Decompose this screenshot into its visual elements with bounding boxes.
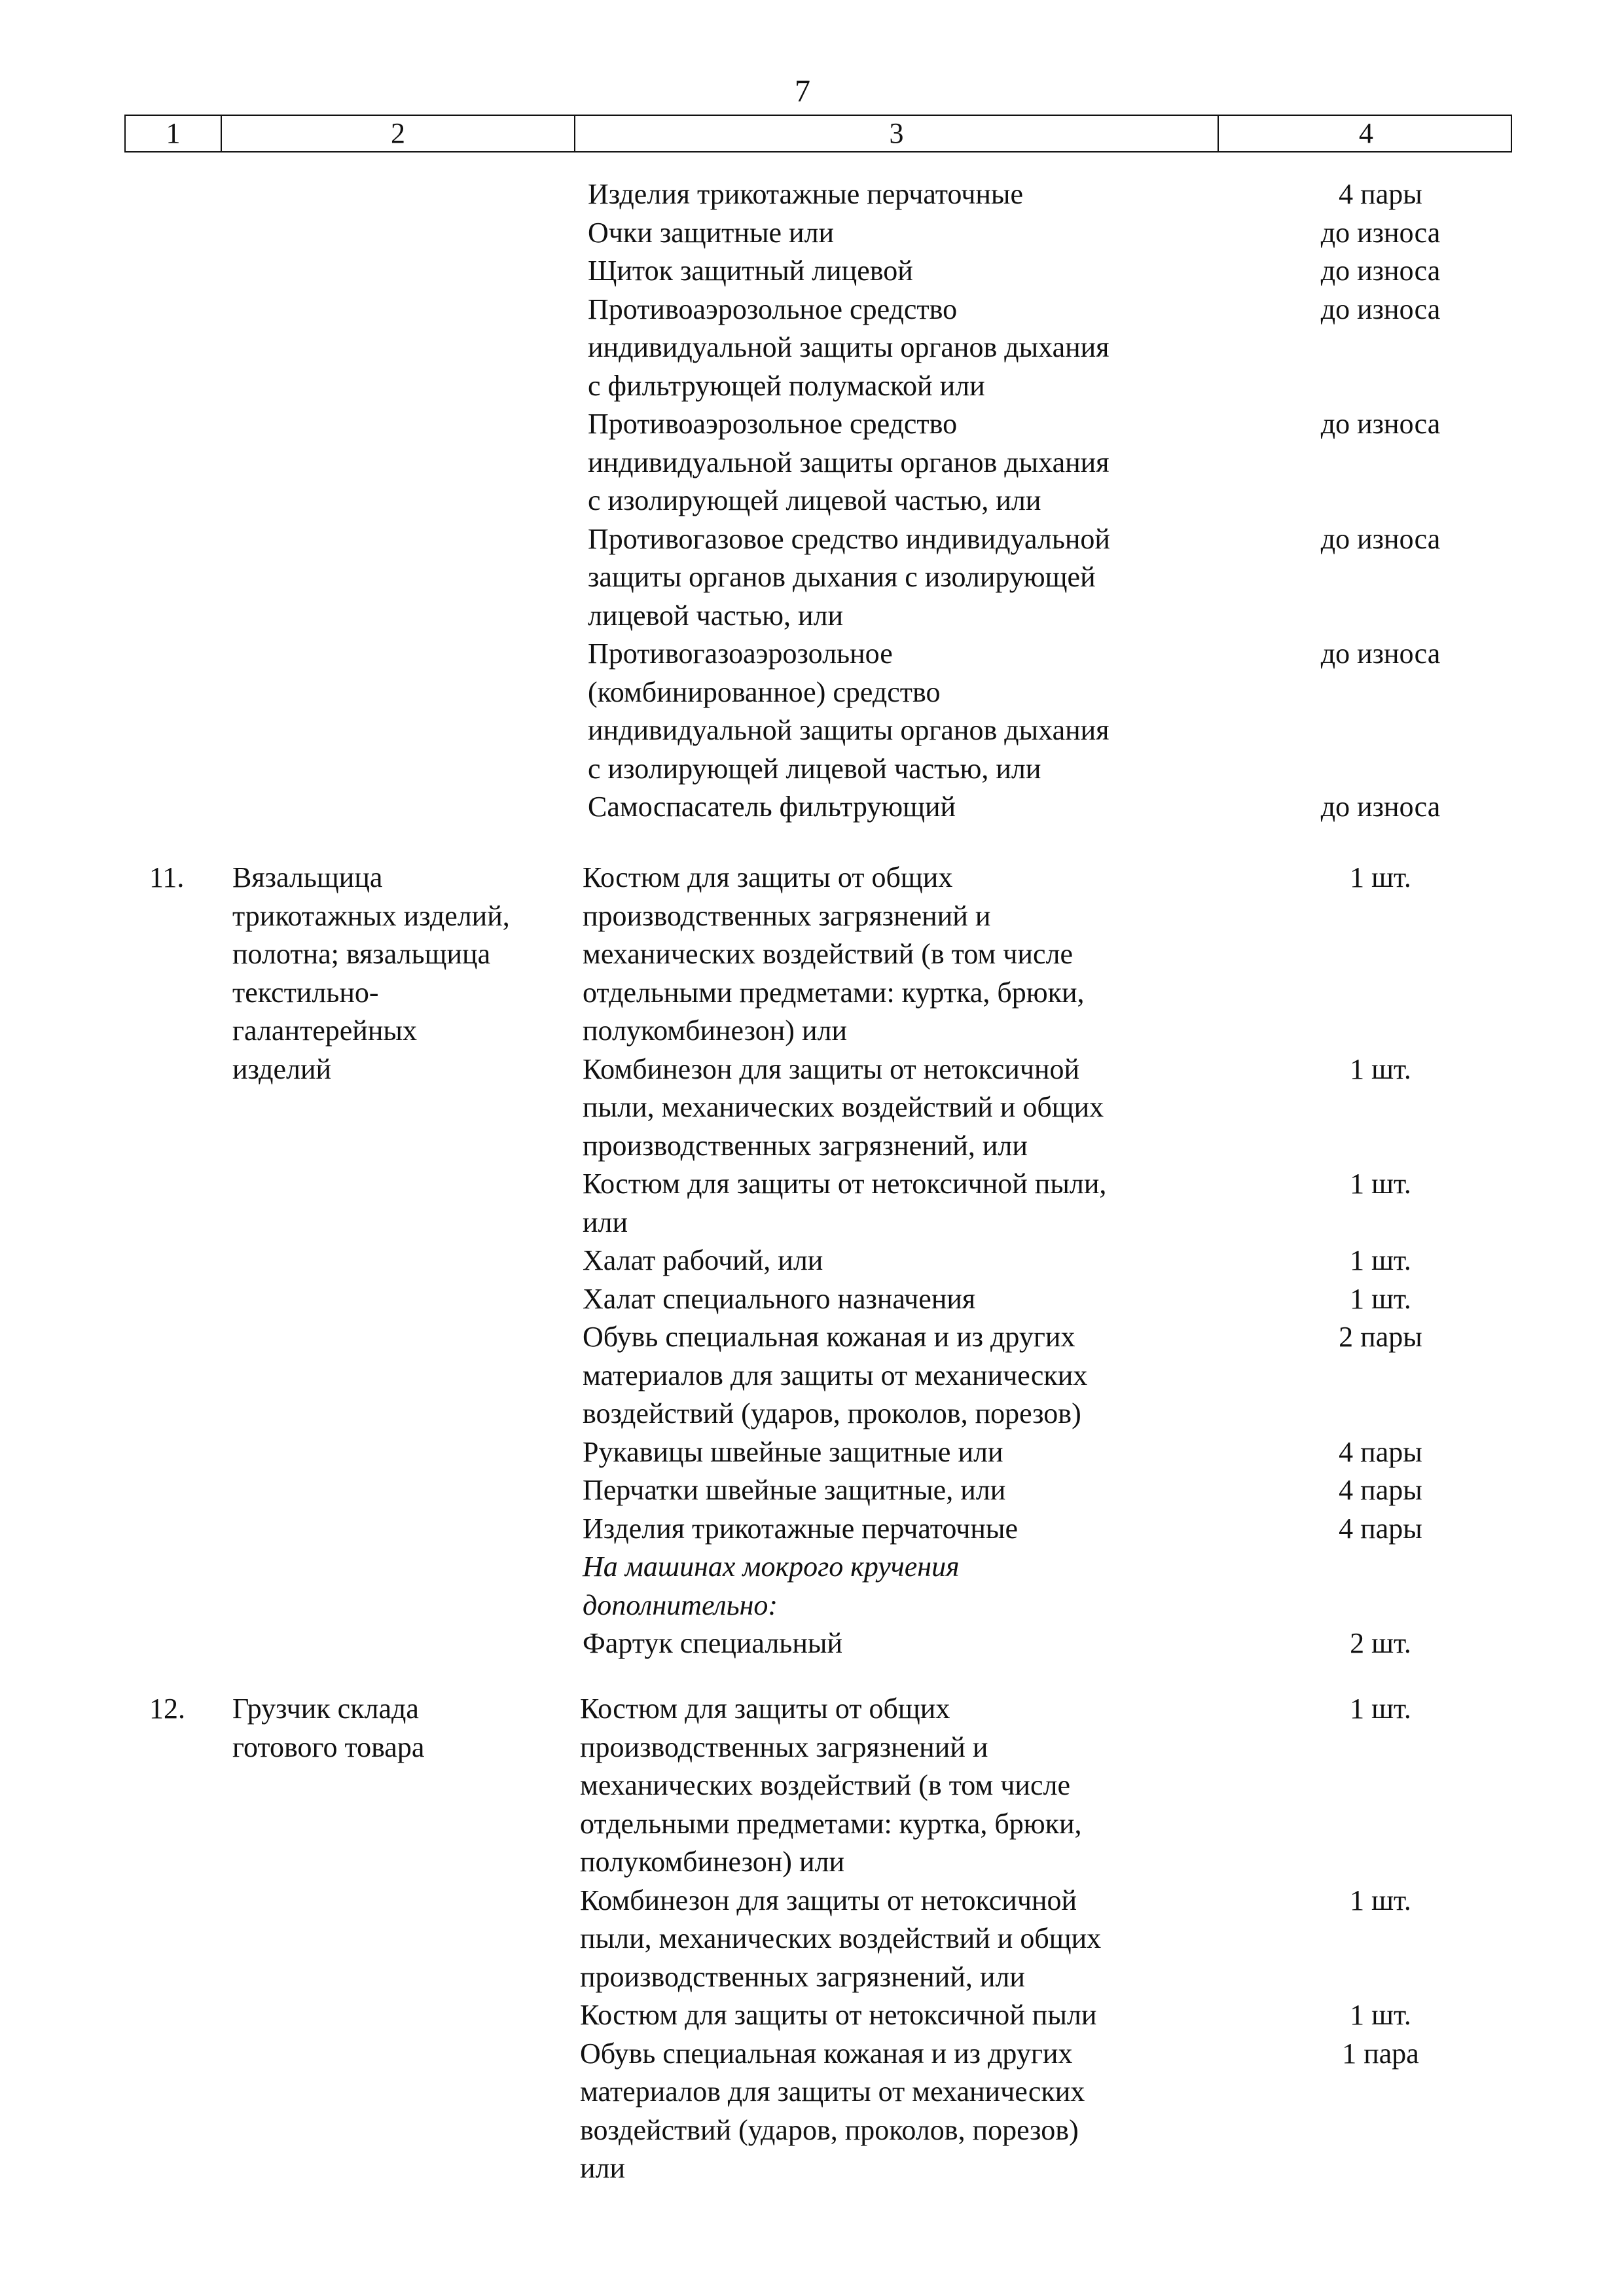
ppe-item-line: Противогазовое средство индивидуальной <box>588 522 1110 555</box>
ppe-item-line: или <box>580 2152 626 2184</box>
table-row <box>0 1050 1624 1166</box>
ppe-quantity: до износа <box>1320 408 1441 440</box>
table-row <box>0 635 1624 788</box>
table-row <box>0 1471 1624 1510</box>
ppe-item <box>588 252 1242 291</box>
ppe-quantity: 1 шт. <box>1350 1052 1411 1085</box>
ppe-item-line: Костюм для защиты от нетоксичной пыли <box>580 1999 1097 2031</box>
ppe-item <box>583 1471 1237 1510</box>
column-header-1: 1 <box>126 116 222 151</box>
table-row <box>0 1318 1624 1433</box>
ppe-quantity: 1 шт. <box>1350 1999 1411 2031</box>
job-title-line: галантерейных <box>232 1014 417 1047</box>
ppe-item-line: отдельными предметами: куртка, брюки, <box>583 976 1085 1009</box>
job-title-line: текстильно- <box>232 976 379 1009</box>
column-header-2: 2 <box>222 116 575 151</box>
ppe-item <box>583 1318 1237 1433</box>
ppe-item <box>583 1242 1237 1280</box>
ppe-item-line: пыли, механических воздействий и общих <box>580 1922 1102 1954</box>
ppe-item-line: Изделия трикотажные перчаточные <box>583 1512 1019 1545</box>
entry-rows <box>0 859 1624 1663</box>
table-row <box>0 252 1624 291</box>
ppe-item-line: или <box>583 1206 628 1238</box>
ppe-item <box>588 520 1242 636</box>
column-header-3: 3 <box>575 116 1219 151</box>
ppe-item <box>588 214 1242 253</box>
ppe-quantity: до износа <box>1320 216 1441 249</box>
ppe-item-line: лицевой частью, или <box>588 599 844 632</box>
ppe-item-line: полукомбинезон) или <box>583 1014 847 1047</box>
job-title-line: трикотажных изделий, <box>232 899 510 932</box>
ppe-quantity: 1 шт. <box>1350 1168 1411 1200</box>
ppe-item-line: материалов для защиты от механических <box>580 2075 1085 2108</box>
ppe-item-line: производственных загрязнений, или <box>583 1129 1028 1162</box>
ppe-item-line: Костюм для защиты от нетоксичной пыли, <box>583 1168 1107 1200</box>
ppe-item-line: производственных загрязнений, или <box>580 1960 1025 1993</box>
ppe-item-line: воздействий (ударов, проколов, порезов) <box>580 2113 1079 2146</box>
entry-number: 12. <box>149 1693 185 1725</box>
ppe-quantity: 4 пары <box>1339 1512 1422 1545</box>
table-row <box>0 175 1624 214</box>
ppe-item <box>588 635 1242 788</box>
table-row <box>0 1433 1624 1472</box>
ppe-item-line: полукомбинезон) или <box>580 1846 844 1878</box>
ppe-item-line: с фильтрующей полумаской или <box>588 369 985 402</box>
column-header-4: 4 <box>1359 117 1373 149</box>
table-row <box>0 1624 1624 1663</box>
ppe-item <box>580 2035 1235 2188</box>
ppe-item-line: производственных загрязнений и <box>583 899 991 932</box>
ppe-quantity: 1 шт. <box>1350 861 1411 893</box>
ppe-item-line: Противогазоаэрозольное <box>588 637 893 670</box>
ppe-item <box>580 1996 1235 2035</box>
ppe-item <box>583 1165 1237 1242</box>
ppe-item <box>583 1050 1237 1166</box>
ppe-quantity: 2 пары <box>1339 1321 1422 1353</box>
ppe-item-line: индивидуальной защиты органов дыхания <box>588 331 1110 363</box>
ppe-item <box>583 1624 1237 1663</box>
ppe-quantity: до износа <box>1320 637 1441 670</box>
job-title-line: изделий <box>232 1052 332 1085</box>
ppe-item-line: Комбинезон для защиты от нетоксичной <box>580 1884 1077 1916</box>
ppe-quantity: 1 пара <box>1342 2037 1419 2070</box>
table-row <box>0 1280 1624 1319</box>
ppe-item-line: Халат специального назначения <box>583 1282 976 1315</box>
ppe-quantity: 1 шт. <box>1350 1693 1411 1725</box>
ppe-item-line: Обувь специальная кожаная и из других <box>583 1321 1075 1353</box>
ppe-item <box>583 1433 1237 1472</box>
ppe-item-line: отдельными предметами: куртка, брюки, <box>580 1807 1082 1840</box>
table-row <box>0 520 1624 636</box>
ppe-item <box>588 291 1242 406</box>
table-row <box>0 1548 1624 1624</box>
ppe-item-line: индивидуальной защиты органов дыхания <box>588 446 1110 478</box>
table-row <box>0 405 1624 520</box>
ppe-item-line: с изолирующей лицевой частью, или <box>588 752 1041 785</box>
table-row <box>0 2035 1624 2188</box>
table-row <box>0 1510 1624 1549</box>
ppe-item-line: индивидуальной защиты органов дыхания <box>588 714 1110 746</box>
ppe-item <box>583 1548 1237 1624</box>
ppe-quantity <box>1240 1548 1521 1624</box>
page-number: 7 <box>795 74 810 109</box>
ppe-quantity: 1 шт. <box>1350 1282 1411 1315</box>
table-row <box>0 291 1624 406</box>
ppe-item <box>588 175 1242 214</box>
ppe-item-line: Очки защитные или <box>588 216 835 249</box>
ppe-quantity: до износа <box>1320 293 1441 325</box>
table-row <box>0 1242 1624 1280</box>
ppe-item <box>580 1690 1235 1882</box>
ppe-quantity: 4 пары <box>1339 178 1422 210</box>
ppe-item-line: Противоаэрозольное средство <box>588 408 958 440</box>
entry-rows <box>0 1690 1624 2188</box>
ppe-item-line: Халат рабочий, или <box>583 1244 823 1276</box>
ppe-item-line: механических воздействий (в том числе <box>583 938 1073 970</box>
ppe-item-line: Костюм для защиты от общих <box>583 861 953 893</box>
ppe-item <box>580 1882 1235 1997</box>
table-row <box>0 1996 1624 2035</box>
job-title-line: готового товара <box>232 1731 425 1763</box>
ppe-item-line: материалов для защиты от механических <box>583 1359 1088 1391</box>
ppe-item-line: Противоаэрозольное средство <box>588 293 958 325</box>
table-row <box>0 214 1624 253</box>
entry-number: 11. <box>149 861 185 893</box>
ppe-item-line: Перчатки швейные защитные, или <box>583 1474 1006 1506</box>
job-title-line: полотна; вязальщица <box>232 938 491 970</box>
ppe-item-line: Фартук специальный <box>583 1627 843 1659</box>
ppe-item-line: защиты органов дыхания с изолирующей <box>588 561 1096 593</box>
ppe-item <box>588 788 1242 827</box>
table-row <box>0 1882 1624 1997</box>
ppe-quantity: до износа <box>1320 791 1441 823</box>
ppe-item-line: Самоспасатель фильтрующий <box>588 791 956 823</box>
ppe-item-line: с изолирующей лицевой частью, или <box>588 484 1041 516</box>
ppe-quantity: до износа <box>1320 522 1441 555</box>
job-title-line: Вязальщица <box>232 861 383 893</box>
ppe-item-line: На машинах мокрого кручения <box>583 1551 960 1583</box>
ppe-item-line: Изделия трикотажные перчаточные <box>588 178 1024 210</box>
ppe-item-line: производственных загрязнений и <box>580 1731 988 1763</box>
ppe-item-line: Обувь специальная кожаная и из других <box>580 2037 1073 2070</box>
job-title-line: Грузчик склада <box>232 1693 419 1725</box>
ppe-item-line: Щиток защитный лицевой <box>588 255 913 287</box>
continuation-rows <box>0 175 1624 827</box>
ppe-quantity: 2 шт. <box>1350 1627 1411 1659</box>
ppe-item <box>583 1510 1237 1549</box>
ppe-quantity: 4 пары <box>1339 1474 1422 1506</box>
table-header-row <box>124 115 1512 152</box>
ppe-item-line: Комбинезон для защиты от нетоксичной <box>583 1052 1080 1085</box>
ppe-quantity: до износа <box>1320 255 1441 287</box>
ppe-item-line: Костюм для защиты от общих <box>580 1693 950 1725</box>
ppe-item-line: (комбинированное) средство <box>588 675 941 708</box>
ppe-quantity: 4 пары <box>1339 1435 1422 1468</box>
ppe-quantity: 1 шт. <box>1350 1884 1411 1916</box>
ppe-item-line: дополнительно: <box>583 1588 778 1621</box>
table-row <box>0 859 1624 1050</box>
ppe-quantity: 1 шт. <box>1350 1244 1411 1276</box>
ppe-item-line: механических воздействий (в том числе <box>580 1769 1070 1801</box>
ppe-item-line: воздействий (ударов, проколов, порезов) <box>583 1397 1081 1429</box>
ppe-item <box>588 405 1242 520</box>
ppe-item-line: пыли, механических воздействий и общих <box>583 1091 1104 1123</box>
table-row <box>0 788 1624 827</box>
table-row <box>0 1165 1624 1242</box>
table-row <box>0 1690 1624 1882</box>
ppe-item <box>583 859 1237 1050</box>
ppe-item <box>583 1280 1237 1319</box>
ppe-item-line: Рукавицы швейные защитные или <box>583 1435 1003 1468</box>
